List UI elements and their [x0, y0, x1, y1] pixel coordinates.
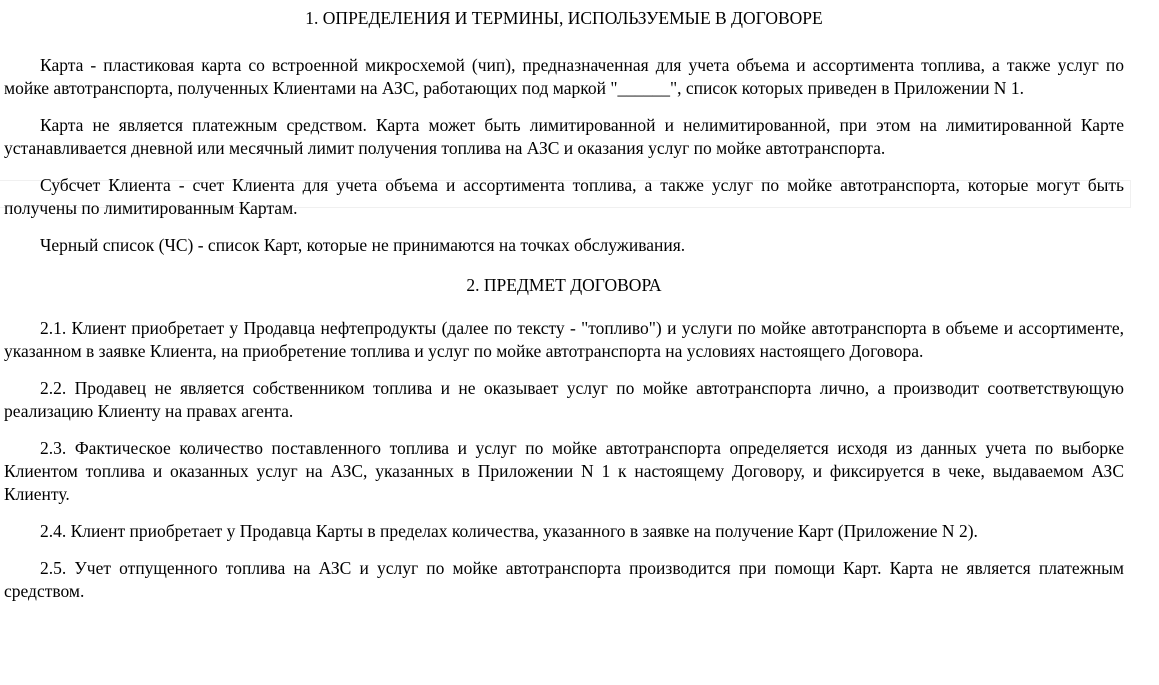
clause-2-2: 2.2. Продавец не является собственником топлива и не оказывает услуг по мойке автотранспорта лично, а производит соответствующую реализацию Клиенту на правах агента. [4, 378, 1124, 421]
clause-2-1: 2.1. Клиент приобретает у Продавца нефтепродукты (далее по тексту - "топливо") и услуги по мойке автотранспорта в объеме и ассортименте, указанном в заявке Клиента, на приобретение топлива и услуг по мойке автотранспорта на условиях настоящего Договора. [4, 318, 1124, 361]
document-body [4, 6, 1124, 603]
definition-card: Карта - пластиковая карта со встроенной микросхемой (чип), предназначенная для учета объема и ассортимента топлива, а также услуг по мойке автотранспорта, полученных Клиентами на АЗС, работающих под маркой "______", список которых приведен в Приложении N 1. [4, 55, 1124, 98]
clause-2-3: 2.3. Фактическое количество поставленного топлива и услуг по мойке автотранспорта определяется исходя из данных учета по выборке Клиентом топлива и оказанных услуг на АЗС, указанных в Приложении N 1 к настоящему Договору, и фиксируется в чеке, выдаваемом АЗС Клиенту. [4, 438, 1124, 504]
clause-2-4: 2.4. Клиент приобретает у Продавца Карты в пределах количества, указанного в заявке на получение Карт (Приложение N 2). [40, 521, 978, 541]
clause-2-5: 2.5. Учет отпущенного топлива на АЗС и услуг по мойке автотранспорта производится при помощи Карт. Карта не является платежным средством. [4, 558, 1124, 601]
section-2-title: 2. ПРЕДМЕТ ДОГОВОРА [466, 275, 662, 295]
definition-blacklist: Черный список (ЧС) - список Карт, которые не принимаются на точках обслуживания. [40, 235, 686, 255]
section-1-title: 1. ОПРЕДЕЛЕНИЯ И ТЕРМИНЫ, ИСПОЛЬЗУЕМЫЕ В ДОГОВОРЕ [305, 8, 823, 28]
definition-card-not-payment: Карта не является платежным средством. Карта может быть лимитированной и нелимитированной, при этом на лимитированной Карте устанавливается дневной или месячный лимит получения топлива на АЗС и оказания услуг по мойке автотранспорта. [4, 115, 1124, 158]
definition-subaccount: Субсчет Клиента - счет Клиента для учета объема и ассортимента топлива, а также услуг по мойке автотранспорта, которые могут быть получены по лимитированным Картам. [4, 175, 1124, 218]
